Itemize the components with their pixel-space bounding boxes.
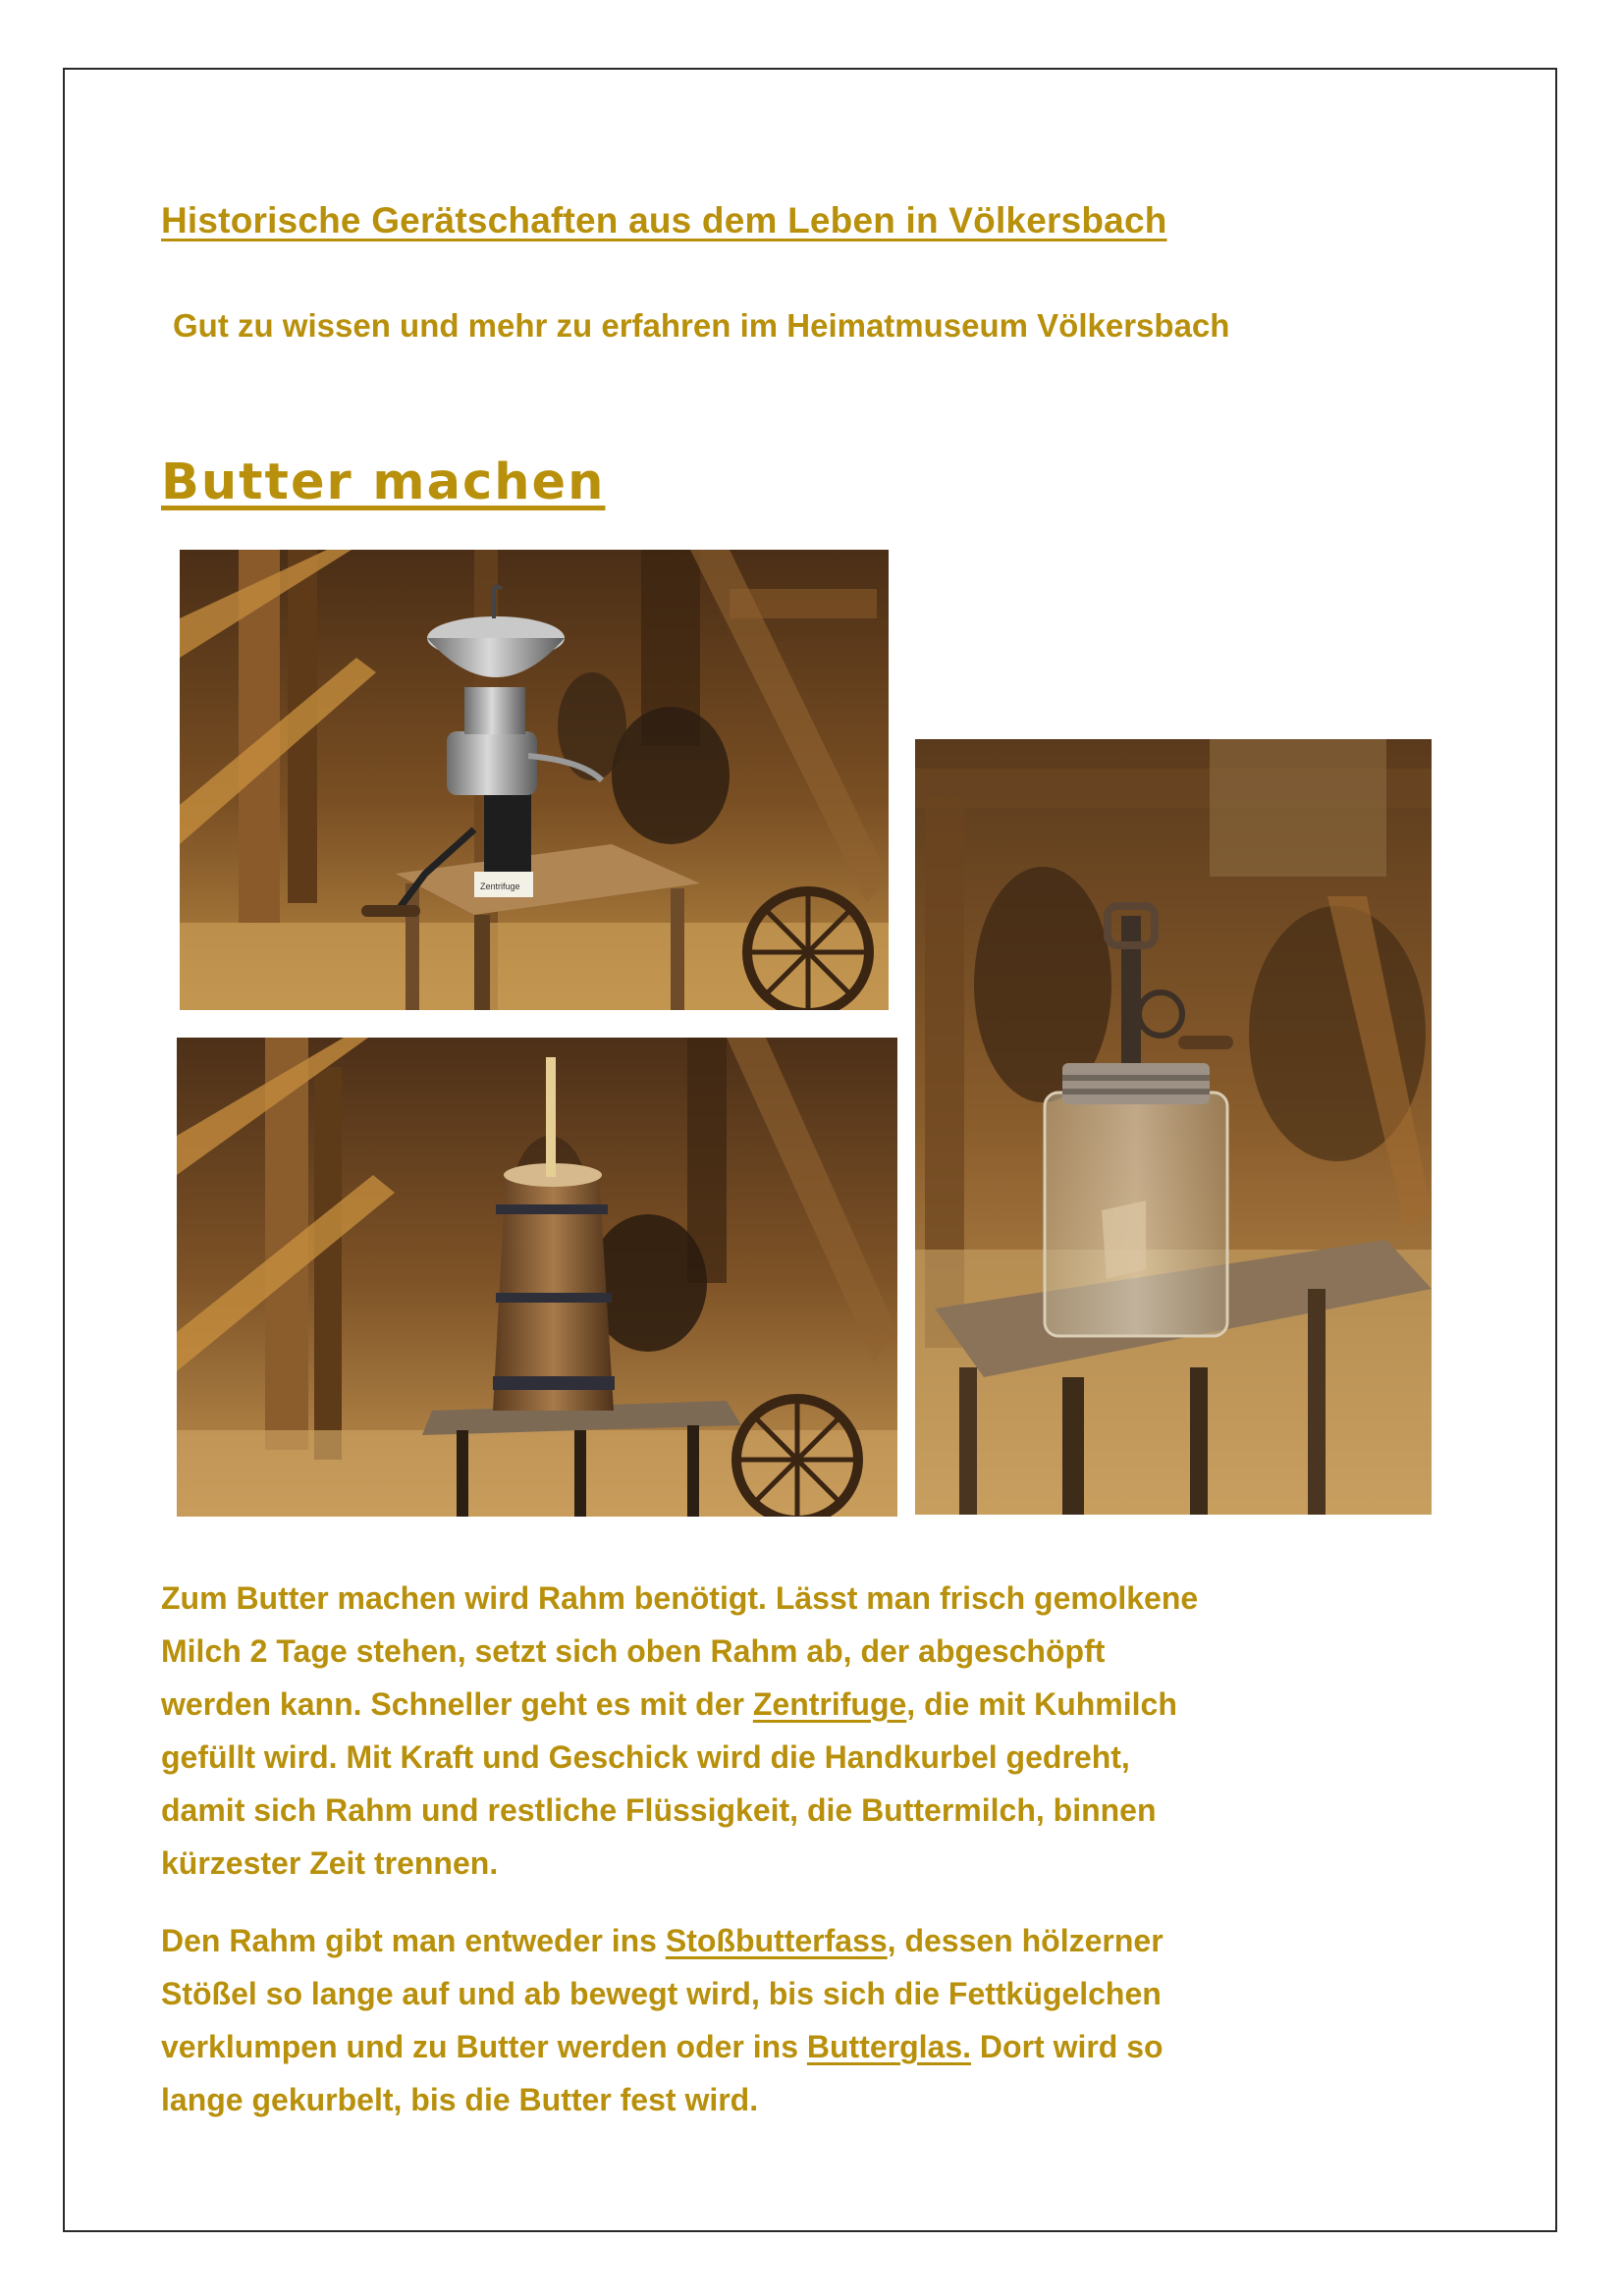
link-stossbutterfass[interactable]: Stoßbutterfass	[665, 1923, 888, 1958]
p2-line-1b: , dessen hölzerner	[887, 1923, 1164, 1958]
p2-line-1a: Den Rahm gibt man entweder ins	[161, 1923, 666, 1958]
p1-line-6: kürzester Zeit trennen.	[161, 1845, 499, 1881]
p2-line-2: Stößel so lange auf und ab bewegt wird, bis sich die Fettkügelchen	[161, 1976, 1162, 2011]
p1-line-3b: , die mit Kuhmilch	[906, 1686, 1177, 1722]
p1-line-5: damit sich Rahm und restliche Flüssigkeit, die Buttermilch, binnen	[161, 1792, 1157, 1828]
link-butterglas[interactable]: Butterglas.	[806, 2029, 972, 2064]
p2-line-3b: Dort wird so	[971, 2029, 1164, 2064]
p1-line-1: Zum Butter machen wird Rahm benötigt. Lässt man frisch gemolkene	[161, 1580, 1199, 1616]
p1-line-4: gefüllt wird. Mit Kraft und Geschick wird die Handkurbel gedreht,	[161, 1739, 1130, 1775]
p2-line-4: lange gekurbelt, bis die Butter fest wird.	[161, 2082, 759, 2117]
p1-line-2: Milch 2 Tage stehen, setzt sich oben Rahm ab, der abgeschöpft	[161, 1633, 1106, 1669]
page-title: Historische Gerätschaften aus dem Leben in Völkersbach	[161, 200, 1167, 240]
section-heading: Butter machen	[161, 454, 606, 511]
p2-line-3a: verklumpen und zu Butter werden oder ins	[161, 2029, 807, 2064]
p1-line-3a: werden kann. Schneller geht es mit der	[161, 1686, 753, 1722]
page-subtitle: Gut zu wissen und mehr zu erfahren im Heimatmuseum Völkersbach	[173, 307, 1230, 344]
butter-jar-photo	[915, 739, 1432, 1515]
butter-churn-photo	[177, 1038, 897, 1517]
description-paragraph-1	[161, 1572, 1437, 1890]
link-zentrifuge[interactable]: Zentrifuge	[752, 1686, 907, 1722]
description-paragraph-2	[161, 1914, 1437, 2126]
separator-tag-text: Zentrifuge	[480, 881, 520, 891]
cream-separator-photo	[180, 550, 889, 1010]
